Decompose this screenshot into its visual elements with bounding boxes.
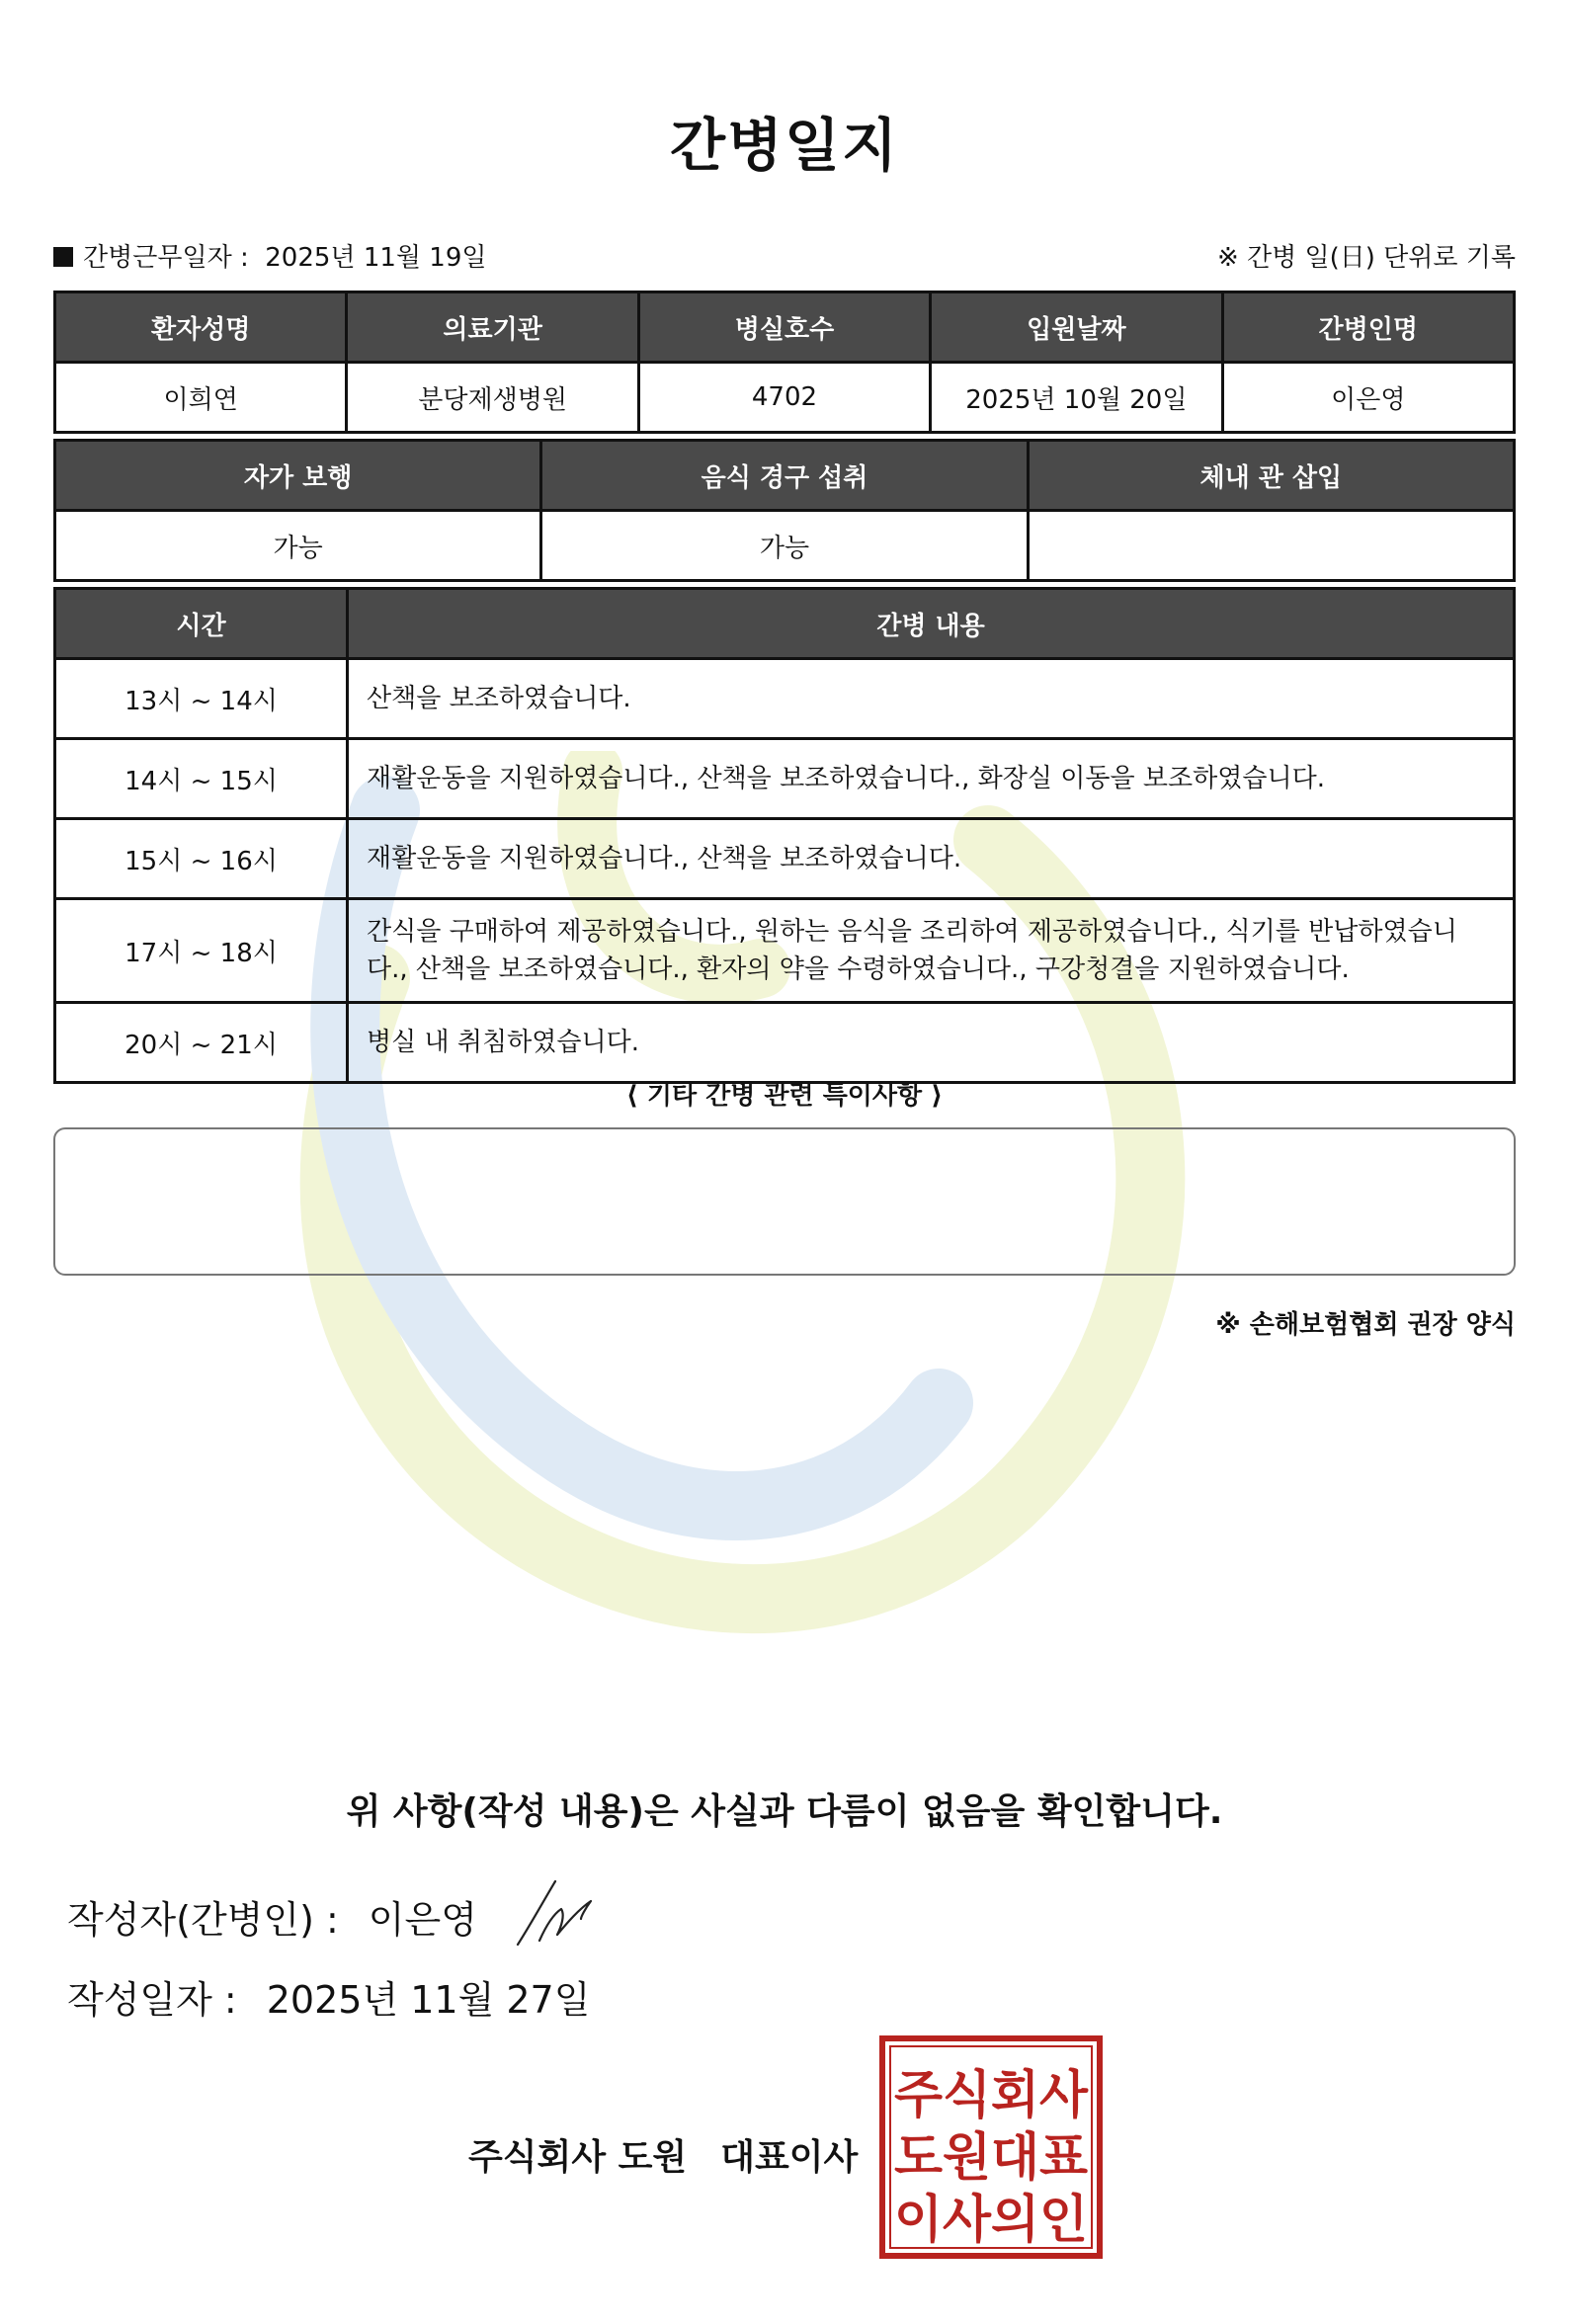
header-oral-intake: 음식 경구 섭취: [541, 441, 1028, 511]
header-caregiver-name: 간병인명: [1222, 292, 1514, 363]
care-time: 15시 ~ 16시: [55, 819, 348, 899]
notes-box: [53, 1127, 1516, 1276]
header-care-content: 간병 내용: [348, 589, 1515, 659]
care-time: 14시 ~ 15시: [55, 739, 348, 819]
care-log-table: [53, 587, 1516, 1084]
care-content: 재활운동을 지원하였습니다., 산책을 보조하였습니다., 화장실 이동을 보조하였습니다.: [348, 739, 1515, 819]
table-header-row: [55, 589, 1515, 659]
header-tube-insertion: 체내 관 삽입: [1028, 441, 1514, 511]
patient-name: 이희연: [55, 363, 347, 433]
unit-note: ※ 간병 일(日) 단위로 기록: [1216, 243, 1516, 273]
header-admission-date: 입원날짜: [931, 292, 1222, 363]
table-header-row: [55, 292, 1515, 363]
care-content: 간식을 구매하여 제공하였습니다., 원하는 음식을 조리하여 제공하였습니다., 식기를 반납하였습니다., 산책을 보조하였습니다., 환자의 약을 수령하였습니다., 구강청결을 지원하였습니다.: [348, 899, 1515, 1003]
company-name: 주식회사 도원: [468, 2137, 688, 2178]
care-content: 병실 내 취침하였습니다.: [348, 1003, 1515, 1083]
page-title: 간병일지: [669, 112, 900, 179]
author-label: 작성자(간병인) :: [67, 1898, 339, 1942]
work-date-label: 간병근무일자 :: [83, 243, 249, 273]
table-row: [55, 899, 1515, 1003]
room-number: 4702: [638, 363, 930, 433]
care-content: 산책을 보조하였습니다.: [348, 659, 1515, 739]
table-row: [55, 511, 1515, 581]
recommend-note: ※ 손해보험협회 권장 양식: [1215, 1310, 1516, 1340]
square-bullet-icon: [53, 247, 73, 267]
care-content: 재활운동을 지원하였습니다., 산책을 보조하였습니다.: [348, 819, 1515, 899]
author-name: 이은영: [368, 1898, 477, 1942]
oral-intake: 가능: [541, 511, 1028, 581]
seal-line: 이사의인: [894, 2191, 1088, 2250]
caregiver-name: 이은영: [1222, 363, 1514, 433]
company-line: [468, 2129, 858, 2180]
author-line: [67, 1889, 477, 1944]
table-row: [55, 1003, 1515, 1083]
header-self-walking: 자가 보행: [55, 441, 541, 511]
self-walking: 가능: [55, 511, 541, 581]
table-row: [55, 363, 1515, 433]
work-date-value: 2025년 11월 19일: [265, 243, 487, 273]
table-row: [55, 739, 1515, 819]
admission-date: 2025년 10월 20일: [931, 363, 1222, 433]
header-patient-name: 환자성명: [55, 292, 347, 363]
header-room-number: 병실호수: [638, 292, 930, 363]
seal-line: 도원대표: [894, 2128, 1088, 2188]
work-date: [53, 237, 486, 274]
notes-title: ⟨ 기타 간병 관련 특이사항 ⟩: [625, 1081, 944, 1111]
written-date-value: 2025년 11월 27일: [266, 1978, 591, 2022]
company-title: 대표이사: [720, 2137, 859, 2178]
hospital: 분당제생병원: [347, 363, 638, 433]
tube-insertion: [1028, 511, 1514, 581]
header-time: 시간: [55, 589, 348, 659]
care-time: 13시 ~ 14시: [55, 659, 348, 739]
confirmation-statement: 위 사항(작성 내용)은 사실과 다름이 없음을 확인합니다.: [346, 1791, 1223, 1832]
patient-status-table: [53, 439, 1516, 582]
header-hospital: 의료기관: [347, 292, 638, 363]
written-date-label: 작성일자 :: [67, 1978, 237, 2022]
table-header-row: [55, 441, 1515, 511]
company-seal: [879, 2035, 1103, 2259]
seal-line: 주식회사: [894, 2066, 1089, 2125]
table-row: [55, 819, 1515, 899]
written-date-line: [67, 1969, 590, 2024]
table-row: [55, 659, 1515, 739]
patient-info-table: [53, 290, 1516, 434]
care-time: 17시 ~ 18시: [55, 899, 348, 1003]
signature: [510, 1875, 609, 1949]
care-time: 20시 ~ 21시: [55, 1003, 348, 1083]
